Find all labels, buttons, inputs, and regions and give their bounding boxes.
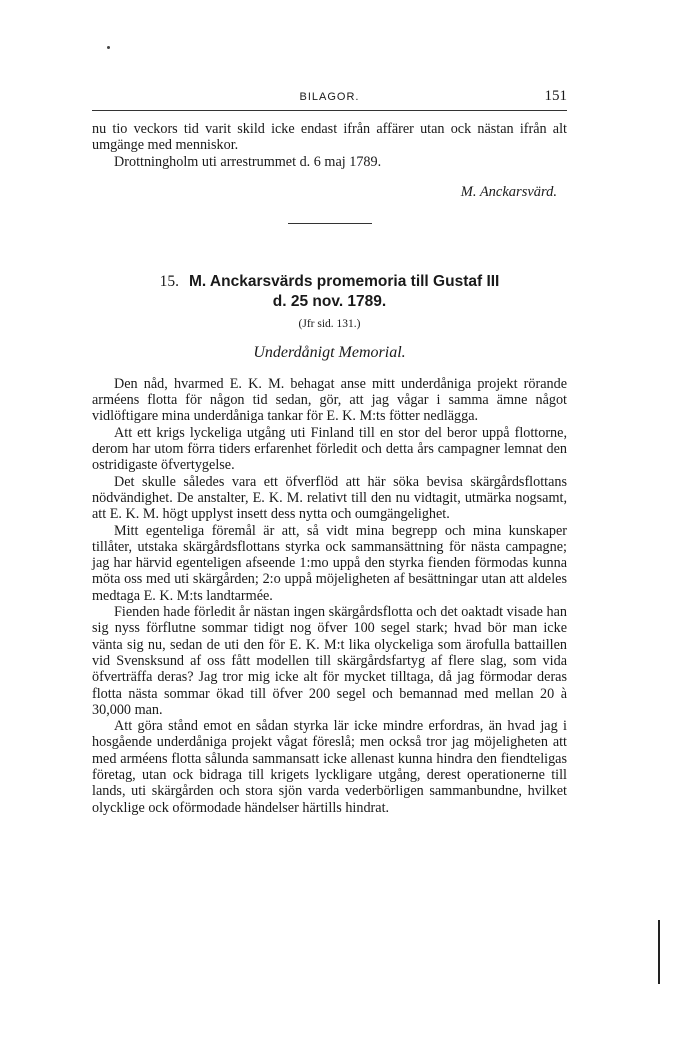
margin-mark [658,920,660,984]
document-title-line2: d. 25 nov. 1789. [272,292,387,310]
body-paragraph-3: Det skulle således vara ett öfverflöd att här söka bevisa skärgårdsflottans nödvändighet. De anstalter, E. K. M. relativt till den nu vidtagit, utmärka nogsamt, att E. K. M. högt upplyst insett dess nytta och oumgängelighet. [92,473,567,523]
page-number: 151 [544,88,567,104]
page [92,88,567,816]
continuation-text: nu tio veckors tid varit skild icke endast ifrån affärer utan ock nästan ifrån alt umgänge med menniskor. [92,121,567,154]
body-paragraph-2: Att ett krigs lyckeliga utgång uti Finland till en stor del beror uppå flottorne, derom har utom förra tiders erfarenhet förledit och detta års campagner lemnat den ostridigaste öfvertygelse. [92,424,567,474]
cross-reference: (Jfr sid. 131.) [298,317,361,330]
signature: M. Anckarsvärd. [460,183,557,200]
body-paragraph-5: Fienden hade förledit år nästan ingen skärgårdsflotta och det oaktadt visade han sig nyss förflutne sommar tidigt nog öfver 100 segel stark; hvad bör man icke vänta sig nu, sedan de uti den för E. K. M:t lika olyckeliga som ärofulla battaillen vid Svensksund af oss fått modellen till skärgårdsfartyg af flere slag, som vida öfverträffa deras? Jag tror mig icke alt för mycket tilltaga, då jag förmodar deras flotta nästa sommar ökad till öfver 200 segel och bemannad med mellan 20 à 30,000 man. [92,604,567,718]
body-paragraph-6: Att göra stånd emot en sådan styrka lär icke mindre erfordras, än hvad jag i hosgående underdåniga projekt vågat föreslå; men också tror jag möjeligheten att med arméens flotta sålunda sammansatt icke allenast kunna hindra den fiendteligas företag, utan ock bidraga till krigets lyckligare utgång, derest operationerne till lands, uti skärgården och stora sjön varda vederbörligen sammanbundne, hvilket olycklige ock oförmodade händelser härtills hindrat. [92,718,567,816]
place-date-line: Drottningholm uti arrestrummet d. 6 maj 1789. [114,153,382,170]
memo-title: Underdånigt Memorial. [253,343,406,361]
section-divider [288,223,372,224]
body-paragraph-4: Mitt egenteliga föremål är att, så vidt mina begrepp och mina kunskaper tillåter, utstaka skärgårdsflottans styrka ock sammansättning för nästa campagne; jag har härvid egenteligen afseende 1:mo uppå den styrka fienden förmodas kunna möta oss med uti skärgården; 2:o uppå möjeligheten af besättningar utan att aldeles medtaga E. K. M:ts landtarmée. [92,522,567,604]
body-paragraph-1: Den nåd, hvarmed E. K. M. behagat anse mitt underdåniga projekt rörande arméens flotta för någon tid sedan, gör, att jag vågar i samma ämne något vidlöftigare mina underdåniga tankar för E. K. M:ts fötter nedlägga. [92,375,567,425]
ink-speck [107,46,110,49]
document-number: 15. [159,272,179,290]
document-title-line1: M. Anckarsvärds promemoria till Gustaf III [188,272,500,290]
running-header [92,88,567,111]
document-heading [92,272,567,312]
running-title: BILAGOR. [299,91,360,103]
